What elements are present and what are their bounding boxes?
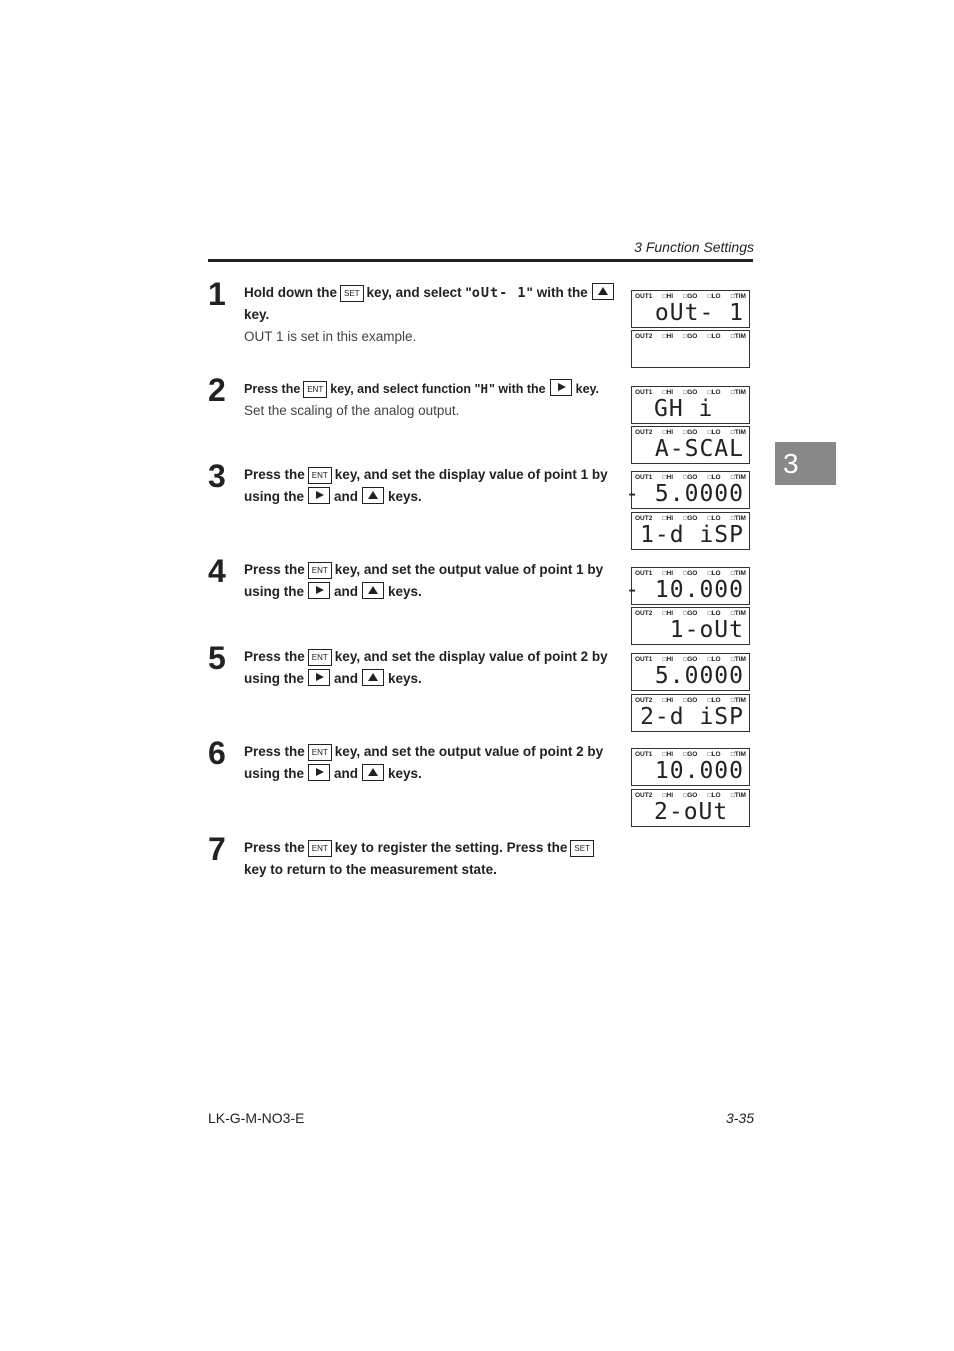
display-panel: OUT1 □HI □GO □LO □TIM - 5.0000 <box>631 471 750 509</box>
up-arrow-key-icon <box>362 669 384 686</box>
display-panel: OUT2 □HI □GO □LO □TIM A-SCAL <box>631 426 750 464</box>
panel-readout: 10.000 <box>654 758 744 784</box>
ent-key-icon: ENT <box>308 562 332 579</box>
step-number: 4 <box>208 553 226 589</box>
ent-key-icon: ENT <box>308 649 332 666</box>
step-number: 5 <box>208 640 226 676</box>
display-panel: OUT2 □HI □GO □LO □TIM 1-d iSP <box>631 512 750 550</box>
panel-readout: 2-oUt <box>654 799 729 825</box>
up-arrow-key-icon <box>362 582 384 599</box>
display-panel: OUT1 □HI □GO □LO □TIM GH i <box>631 386 750 424</box>
header-rule <box>208 259 753 262</box>
up-arrow-key-icon <box>362 487 384 504</box>
step-note: OUT 1 is set in this example. <box>244 329 417 344</box>
panel-readout: oUt- 1 <box>654 300 744 326</box>
step-number: 7 <box>208 831 226 867</box>
right-arrow-key-icon <box>550 379 572 396</box>
panel-readout: 1-d iSP <box>640 522 744 548</box>
page-number: 3-35 <box>725 1110 754 1126</box>
display-panel: OUT1 □HI □GO □LO □TIM oUt- 1 <box>631 290 750 328</box>
section-header: 3 Function Settings <box>634 239 754 255</box>
chapter-tab: 3 <box>775 442 836 485</box>
panel-readout: 2-d iSP <box>640 704 744 730</box>
ent-key-icon: ENT <box>308 840 332 857</box>
ent-key-icon: ENT <box>308 467 332 484</box>
display-panel: OUT1 □HI □GO □LO □TIM 10.000 <box>631 748 750 786</box>
display-panel: OUT2 □HI □GO □LO □TIM 1-oUt <box>631 607 750 645</box>
display-panel: OUT2 □HI □GO □LO □TIM 2-oUt <box>631 789 750 827</box>
panel-readout: GH i <box>654 396 714 422</box>
step-number: 6 <box>208 735 226 771</box>
up-arrow-key-icon <box>362 764 384 781</box>
panel-readout: - 5.0000 <box>625 481 744 507</box>
panel-readout: 1-oUt <box>669 617 744 643</box>
display-panel: OUT1 □HI □GO □LO □TIM 5.0000 <box>631 653 750 691</box>
right-arrow-key-icon <box>308 487 330 504</box>
step-number: 2 <box>208 372 226 408</box>
panel-readout: - 10.000 <box>625 577 744 603</box>
ent-key-icon: ENT <box>308 744 332 761</box>
display-panel: OUT2 □HI □GO □LO □TIM 2-d iSP <box>631 694 750 732</box>
right-arrow-key-icon <box>308 764 330 781</box>
step-note: Set the scaling of the analog output. <box>244 403 460 418</box>
display-panel: OUT2 □HI □GO □LO □TIM <box>631 330 750 368</box>
document-id: LK-G-M-NO3-E <box>208 1110 305 1126</box>
ent-key-icon: ENT <box>303 381 327 398</box>
up-arrow-key-icon <box>592 283 614 300</box>
right-arrow-key-icon <box>308 669 330 686</box>
set-key-icon: SET <box>340 285 364 302</box>
step-number: 3 <box>208 458 226 494</box>
panel-readout: A-SCAL <box>654 436 744 462</box>
right-arrow-key-icon <box>308 582 330 599</box>
step-number: 1 <box>208 276 226 312</box>
display-panel: OUT1 □HI □GO □LO □TIM - 10.000 <box>631 567 750 605</box>
panel-readout: 5.0000 <box>654 663 744 689</box>
set-key-icon: SET <box>570 840 594 857</box>
